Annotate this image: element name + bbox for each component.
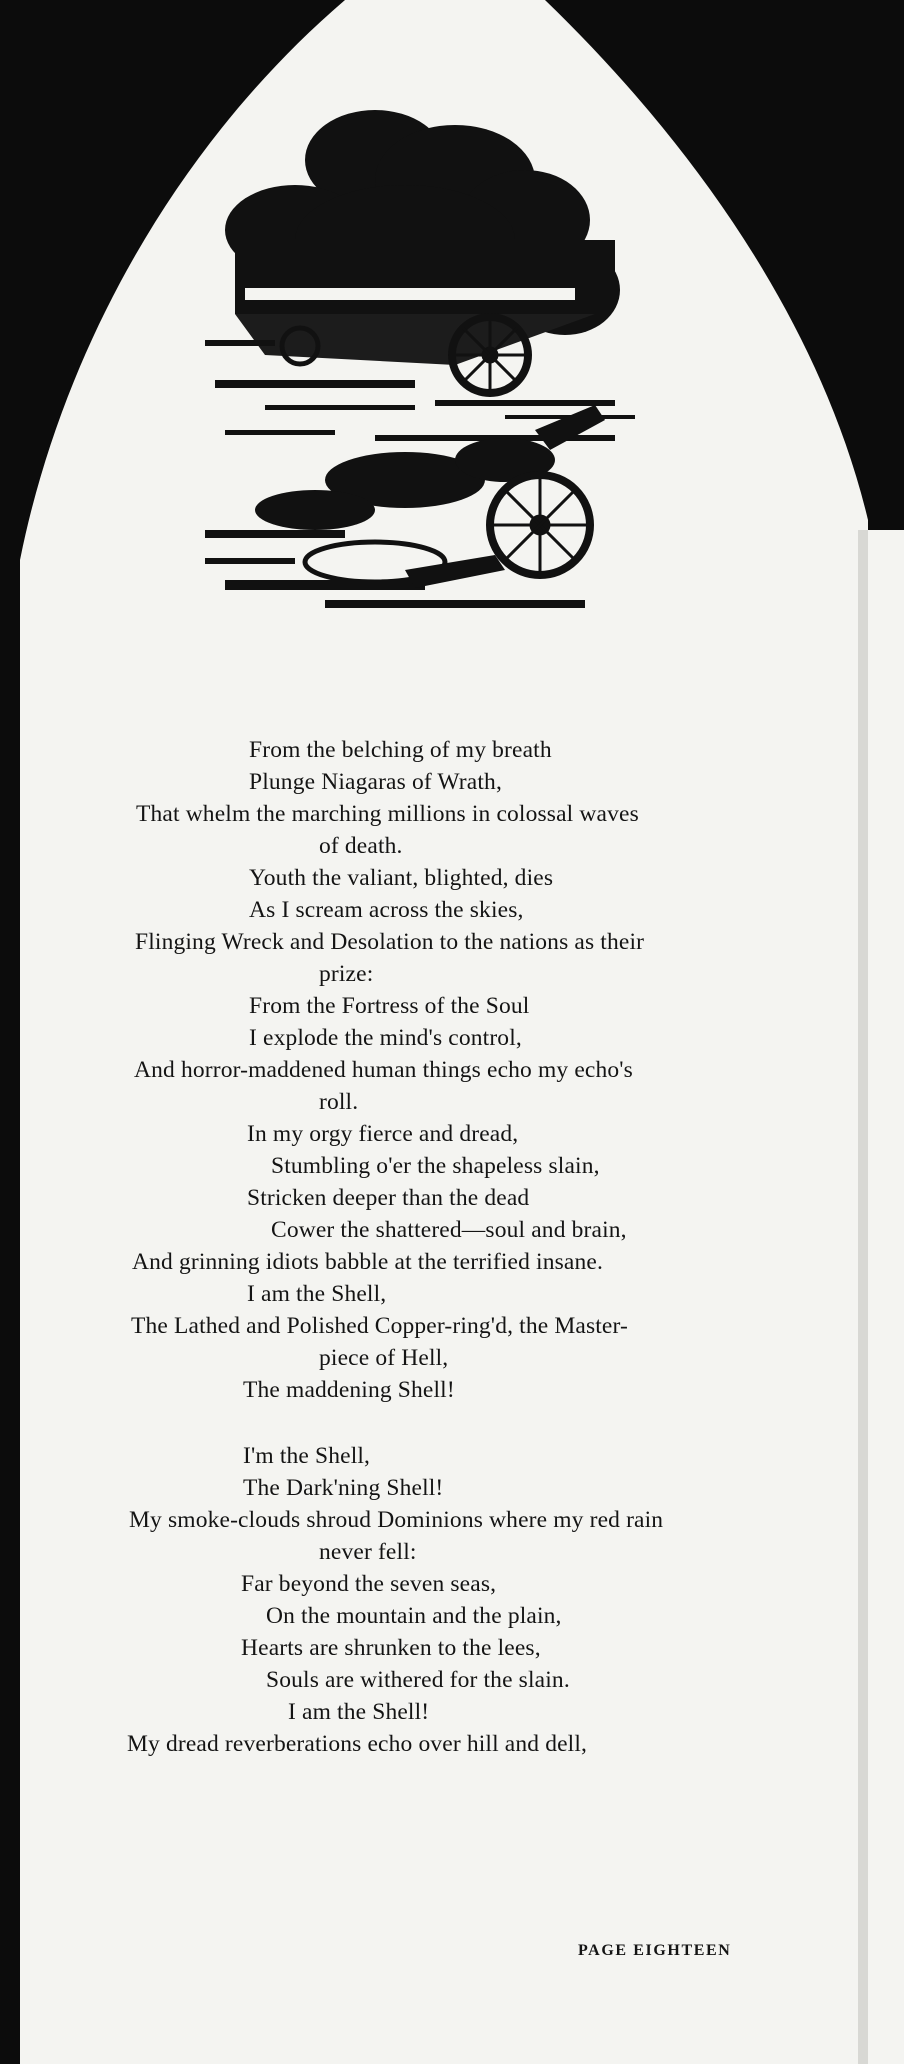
poem-line: Flinging Wreck and Desolation to the nations as their — [135, 929, 645, 955]
poem-line: never fell: — [319, 1539, 417, 1565]
poem-line: The Dark'ning Shell! — [243, 1475, 444, 1501]
poem-line: From the belching of my breath — [249, 737, 552, 763]
poem-line: Stricken deeper than the dead — [247, 1185, 530, 1211]
poem-line: My smoke-clouds shroud Dominions where my red rain — [129, 1507, 664, 1533]
poem-line: of death. — [319, 833, 403, 859]
poem-line: As I scream across the skies, — [249, 897, 524, 923]
poem-line: Plunge Niagaras of Wrath, — [249, 769, 502, 795]
poem-line: The maddening Shell! — [243, 1377, 455, 1403]
poem-line: I am the Shell! — [288, 1699, 430, 1725]
cannon-wheel-icon — [452, 317, 528, 393]
poem-line: Hearts are shrunken to the lees, — [241, 1635, 541, 1661]
poem-line: From the Fortress of the Soul — [249, 993, 530, 1019]
poem-line: My dread reverberations echo over hill and dell, — [127, 1731, 588, 1757]
poem-line: Souls are withered for the slain. — [266, 1667, 570, 1693]
poem-line: I am the Shell, — [247, 1281, 387, 1307]
poem-line: And grinning idiots babble at the terrified insane. — [132, 1249, 604, 1275]
poem-line: Stumbling o'er the shapeless slain, — [271, 1153, 600, 1179]
poem-line: Cower the shattered—soul and brain, — [271, 1217, 627, 1243]
poem-line: The Lathed and Polished Copper-ring'd, the Master- — [131, 1313, 628, 1339]
poem-line: Youth the valiant, blighted, dies — [249, 865, 554, 891]
poem-line: roll. — [319, 1089, 359, 1115]
poem-line: prize: — [319, 961, 374, 987]
poem-line: That whelm the marching millions in colossal waves — [136, 801, 639, 827]
poem-line: piece of Hell, — [319, 1345, 449, 1371]
poem-line: Far beyond the seven seas, — [241, 1571, 497, 1597]
right-edge-shadow — [858, 530, 868, 2064]
poem-line: On the mountain and the plain, — [266, 1603, 562, 1629]
poem-line: In my orgy fierce and dread, — [247, 1121, 519, 1147]
adjacent-page-edge — [868, 530, 904, 2064]
page-number-label: PAGE EIGHTEEN — [578, 1942, 732, 1959]
poem-line: And horror-maddened human things echo my echo's — [134, 1057, 633, 1083]
poem-line: I explode the mind's control, — [249, 1025, 522, 1051]
artillery-cannon-icon — [205, 100, 655, 630]
poem-line: I'm the Shell, — [243, 1443, 371, 1469]
